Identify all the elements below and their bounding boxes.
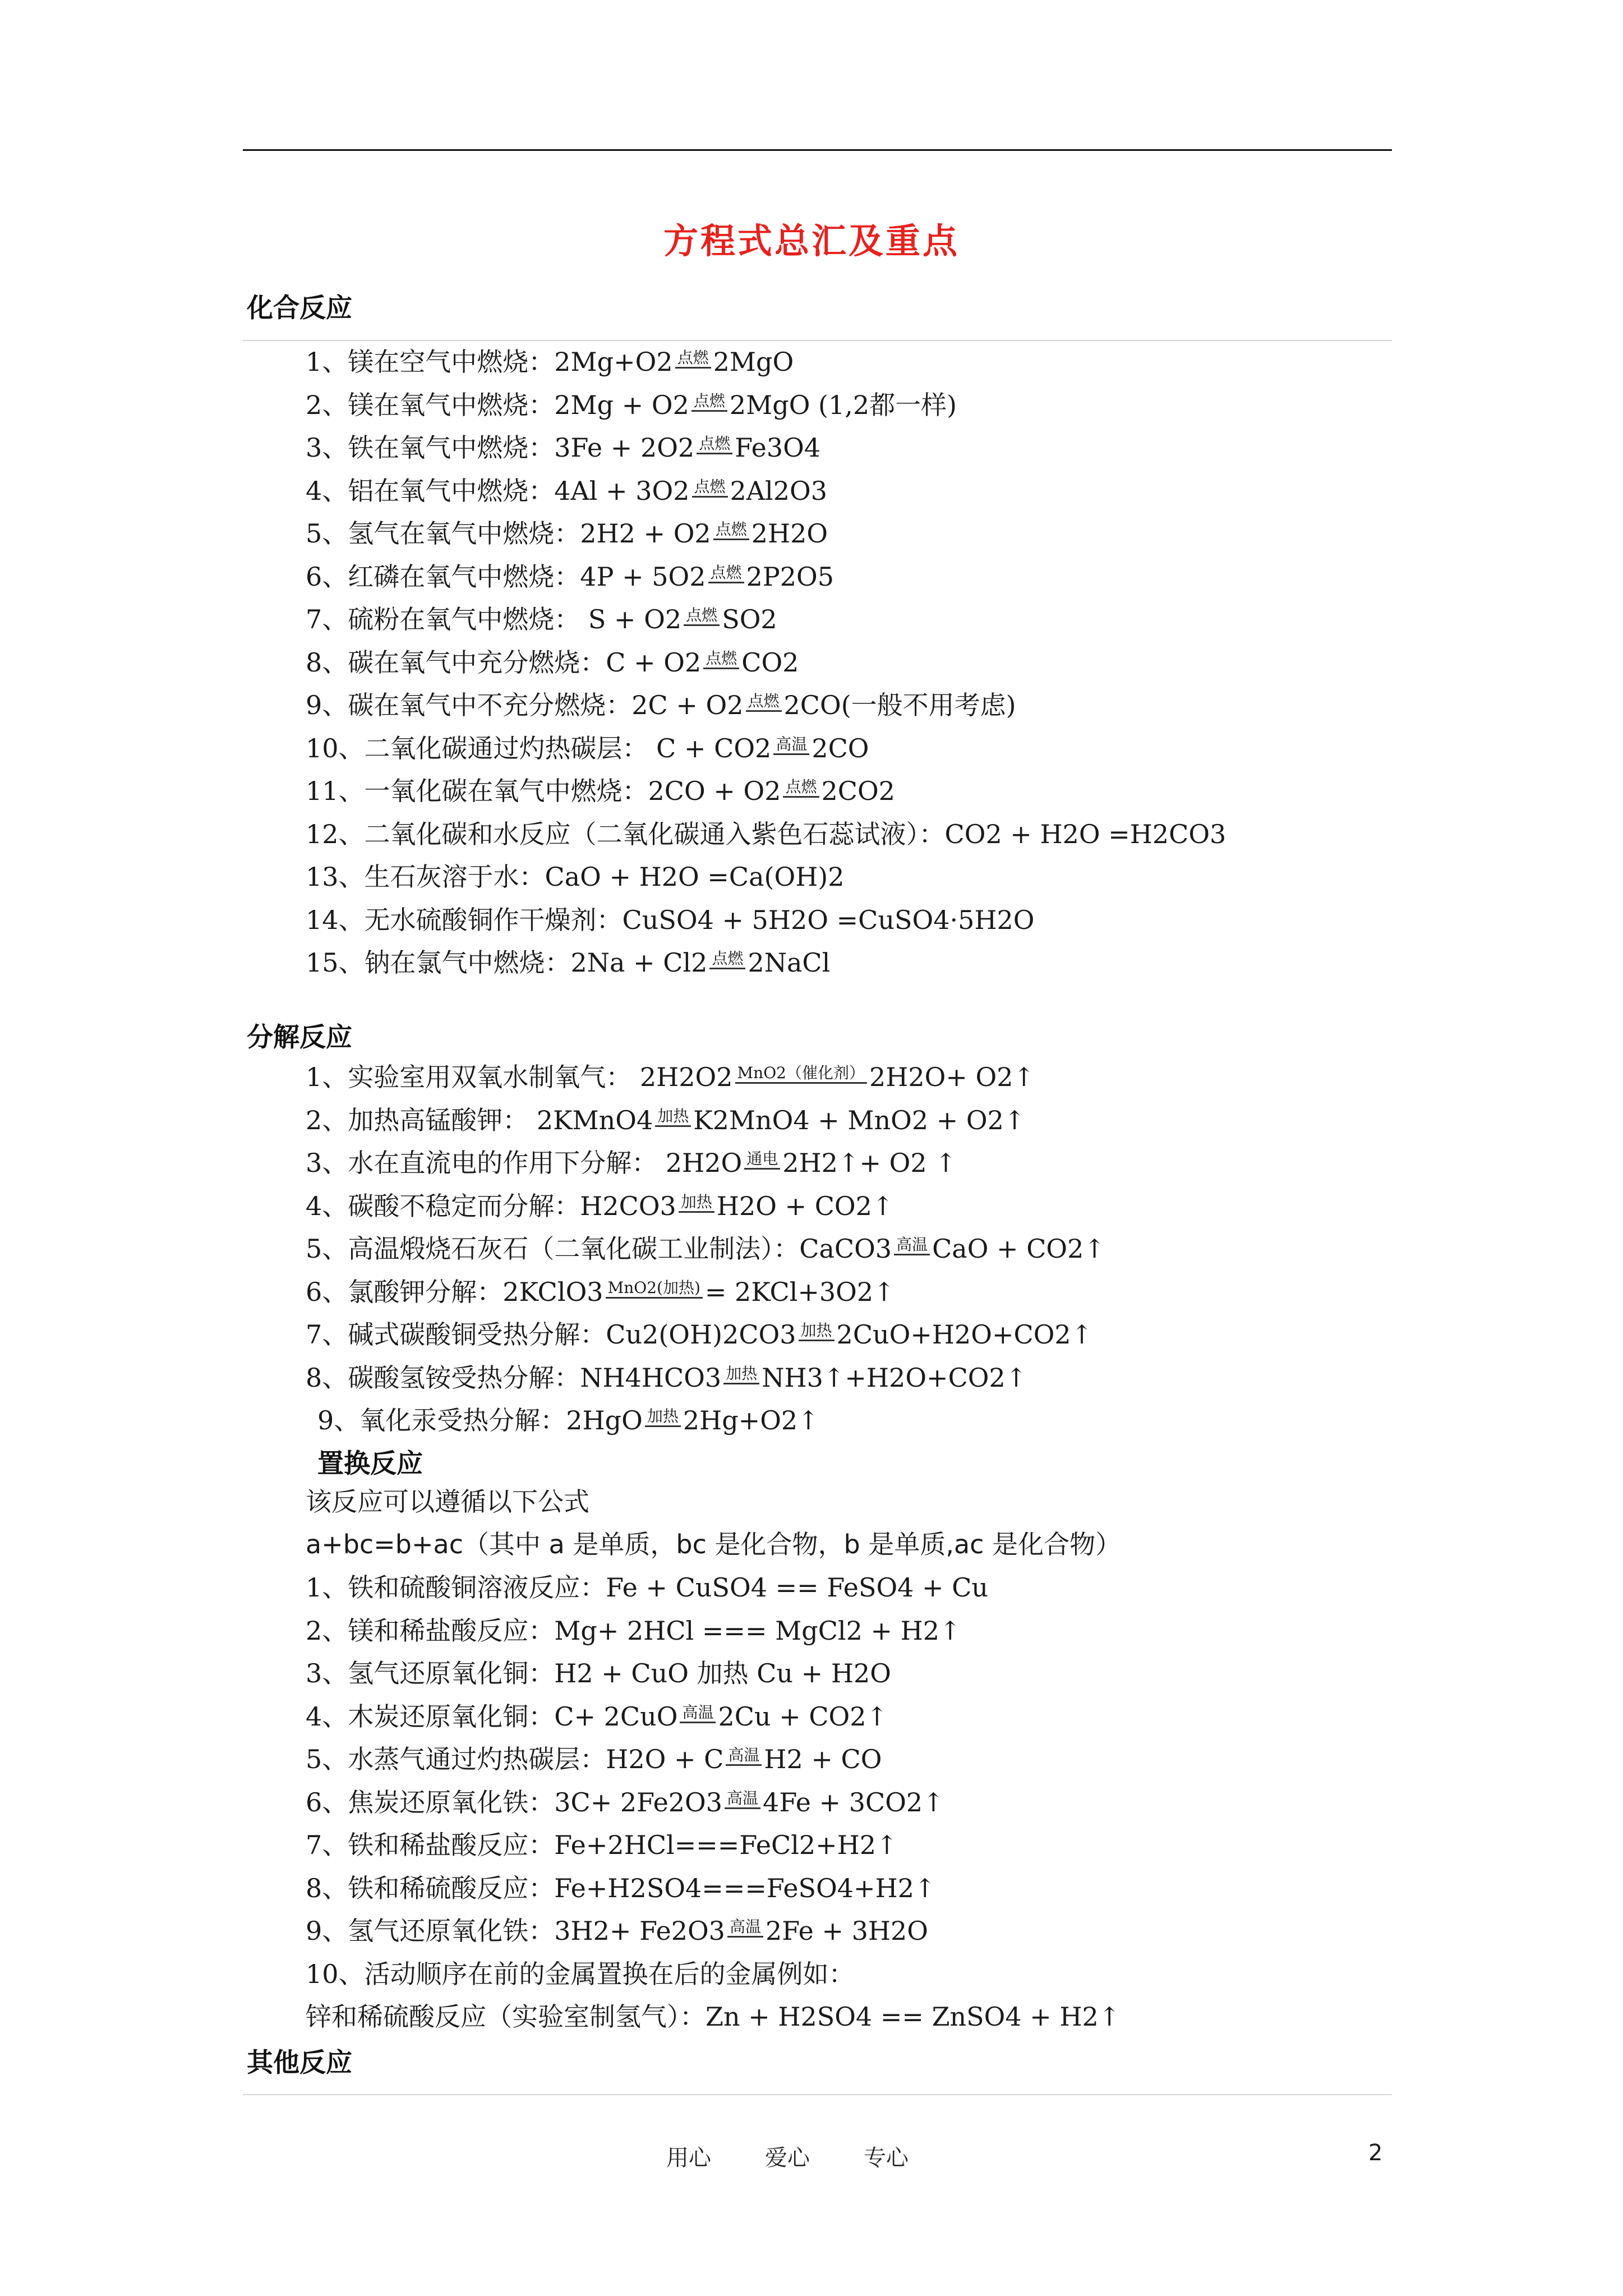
reaction-condition: 点燃 [675,358,711,376]
reaction-condition: 高温 [773,744,809,763]
equation-line [306,1700,888,1733]
reaction-condition: 高温 [727,1927,763,1945]
section-heading-other: 其他反应 [247,2047,352,2078]
equation-reactants: 5、水蒸气通过灼热碳层：H2O + C [306,1744,724,1774]
equation-line [306,1914,928,1948]
equation-products: K2MnO4 + MnO2 + O2↑ [693,1105,1026,1135]
footer-word: 用心 [666,2145,711,2171]
equation-products: CO2 [741,647,799,678]
equation-line [306,345,794,379]
section-heading-combination: 化合反应 [247,293,352,324]
reaction-condition: 通电 [744,1159,780,1177]
equation-line [306,1571,988,1604]
equation-reactants: 4、木炭还原氧化铜：C+ 2CuO [306,1701,678,1732]
equation-line [306,731,869,765]
equation-line [306,2000,1120,2033]
equation-reactants: 9、碳在氧气中不充分燃烧：2C + O2 [306,690,744,720]
equation-reactants: 6、红磷在氧气中燃烧：4P + 5O2 [306,561,706,592]
reaction-condition: 高温 [680,1713,716,1731]
reaction-condition: 点燃 [708,573,744,591]
equation-products: 2NaCl [748,947,831,978]
equation-reactants: 1、实验室用双氧水制氧气： 2H2O2 [306,1062,733,1092]
equation-reactants: 2、镁在氧气中燃烧：2Mg + O2 [306,389,689,420]
equation-reactants: 7、铁和稀盐酸反应：Fe+2HCl===FeCl2+H2↑ [306,1830,898,1860]
equation-products: H2 + CO [764,1744,882,1774]
reaction-condition: MnO2(加热) [606,1288,703,1306]
equation-line [306,1828,898,1862]
equation-reactants: 5、氢气在氧气中燃烧：2H2 + O2 [306,518,711,549]
equation-line [306,1189,893,1223]
page-number: 2 [1368,2140,1383,2166]
footer-word: 专心 [864,2145,909,2171]
equation-reactants: 1、镁在空气中燃烧：2Mg+O2 [306,347,673,377]
equation-reactants: 5、高温煅烧石灰石（二氧化碳工业制法）：CaCO3 [306,1234,892,1264]
equation-reactants: 12、二氧化碳和水反应（二氧化碳通入紫色石蕊试液）：CO2 + H2O =H2CO3 [306,818,1227,849]
equation-line [306,1786,944,1819]
equation-line [306,1657,891,1690]
equation-products: 2MgO [713,347,794,377]
equation-products: 2CO(一般不用考虑) [783,690,1016,720]
equation-reactants: 11、一氧化碳在氧气中燃烧：2CO + O2 [306,776,781,806]
equation-line [306,1146,957,1180]
equation-line [306,688,1016,722]
equation-reactants: 3、水在直流电的作用下分解： 2H2O [306,1148,743,1178]
equation-line [306,1318,1092,1351]
equation-line [306,602,777,636]
equation-reactants: 锌和稀硫酸反应（实验室制氢气）：Zn + H2SO4 == ZnSO4 + H2↑ [306,2001,1121,2032]
equation-products: 2P2O5 [746,561,834,592]
equation-reactants: 3、铁在氧气中燃烧：3Fe + 2O2 [306,432,695,463]
displacement-intro: 该反应可以遵循以下公式 [306,1487,589,1517]
equation-reactants: 8、碳在氧气中充分燃烧：C + O2 [306,647,702,678]
reaction-condition: 加热 [799,1331,834,1349]
equation-products: Fe3O4 [735,432,821,463]
equation-line [306,560,834,593]
reaction-condition: 加热 [645,1416,681,1435]
equation-line [306,774,895,808]
reaction-condition: 点燃 [703,659,739,677]
equation-products: = 2KCl+3O2↑ [704,1276,895,1307]
equation-reactants: 9、氧化汞受热分解：2HgO [317,1405,643,1435]
equation-line [306,431,820,464]
equation-line [306,474,827,508]
equation-reactants: 10、二氧化碳通过灼热碳层： C + CO2 [306,733,772,763]
reaction-condition: 点燃 [746,701,782,720]
reaction-condition: MnO2（催化剂） [735,1073,867,1092]
equation-line [306,1742,882,1776]
equation-products: 2Hg+O2↑ [683,1405,819,1435]
equation-reactants: 1、铁和硫酸铜溶液反应：Fe + CuSO4 == FeSO4 + Cu [306,1572,989,1603]
reaction-condition: 点燃 [691,401,727,420]
section-heading-displacement: 置换反应 [317,1448,423,1479]
equation-products: 2Fe + 3H2O [765,1916,929,1946]
equation-line [306,817,1226,851]
equation-products: SO2 [722,604,777,634]
reaction-condition: 高温 [726,1755,762,1774]
equation-products: 2Al2O3 [730,475,827,506]
section-heading-decomposition: 分解反应 [247,1022,352,1053]
equation-reactants: 14、无水硫酸铜作干燥剂：CuSO4 + 5H2O =CuSO4·5H2O [306,904,1035,935]
equation-reactants: 2、镁和稀盐酸反应：Mg+ 2HCl === MgCl2 + H2↑ [306,1615,961,1646]
equation-reactants: 2、加热高锰酸钾： 2KMnO4 [306,1105,653,1135]
equation-line [306,903,1034,937]
reaction-condition: 高温 [894,1245,930,1263]
footer-word: 爱心 [765,2145,810,2171]
equation-reactants: 4、碳酸不稳定而分解：H2CO3 [306,1190,676,1221]
equation-products: 2H2O [751,518,828,549]
equation-products: 2Cu + CO2↑ [718,1701,888,1732]
equation-line [306,1275,895,1309]
equation-products: 4Fe + 3CO2↑ [763,1787,944,1818]
equation-products: 2MgO (1,2都一样) [729,389,957,420]
displacement-formula: a+bc=b+ac（其中 a 是单质，bc 是化合物，b 是单质,ac 是化合物） [306,1529,1122,1559]
equation-products: 2H2O+ O2↑ [869,1062,1035,1092]
equation-line [306,1871,936,1905]
equation-products: 2CuO+H2O+CO2↑ [836,1319,1093,1350]
equation-line [306,1957,855,1991]
footer-slogan [666,2140,909,2172]
equation-line [306,1614,961,1648]
equation-reactants: 9、氢气还原氧化铁：3H2+ Fe2O3 [306,1916,725,1946]
equation-reactants: 7、硫粉在氧气中燃烧： S + O2 [306,604,682,634]
equation-products: 2CO2 [821,776,895,806]
reaction-condition: 点燃 [709,959,745,977]
equation-reactants: 10、活动顺序在前的金属置换在后的金属例如： [306,1958,855,1989]
section-rule-other [243,2094,1392,2095]
reaction-condition: 点燃 [783,787,819,806]
page-title: 方程式总汇及重点 [663,220,960,261]
equation-products: 2CO [811,733,869,763]
equation-line [317,1404,819,1437]
reaction-condition: 点燃 [684,615,720,634]
equation-line [306,1361,1027,1395]
equation-line [306,860,845,894]
reaction-condition: 加热 [723,1374,759,1392]
reaction-condition: 加热 [655,1116,691,1135]
equation-line [306,1232,1105,1266]
equation-reactants: 13、生石灰溶于水：CaO + H2O =Ca(OH)2 [306,862,845,892]
reaction-condition: 加热 [679,1202,714,1221]
equation-line [306,646,799,679]
equation-line [306,517,828,550]
equation-reactants: 7、碱式碳酸铜受热分解：Cu2(OH)2CO3 [306,1319,796,1350]
equation-reactants: 8、铁和稀硫酸反应：Fe+H2SO4===FeSO4+H2↑ [306,1872,936,1903]
reaction-condition: 点燃 [713,530,749,548]
equation-products: H2O + CO2↑ [716,1190,894,1221]
header-rule [243,149,1392,151]
equation-line [306,946,830,979]
equation-products: CaO + CO2↑ [932,1234,1105,1264]
reaction-condition: 高温 [725,1798,760,1817]
reaction-condition: 点燃 [697,444,732,462]
equation-reactants: 15、钠在氯气中燃烧：2Na + Cl2 [306,947,708,978]
equation-reactants: 3、氢气还原氧化铜：H2 + CuO 加热 Cu + H2O [306,1658,891,1688]
equation-reactants: 6、氯酸钾分解：2KClO3 [306,1276,603,1307]
equation-reactants: 6、焦炭还原氧化铁：3C+ 2Fe2O3 [306,1787,723,1818]
reaction-condition: 点燃 [692,487,728,505]
equation-line [306,1060,1035,1094]
equation-products: 2H2↑+ O2 ↑ [782,1148,957,1178]
section-rule-combination [243,340,1392,341]
equation-line [306,388,957,422]
equation-reactants: 8、碳酸氢铵受热分解：NH4HCO3 [306,1362,722,1393]
equation-line [306,1103,1025,1137]
equation-reactants: 4、铝在氧气中燃烧：4Al + 3O2 [306,475,690,506]
equation-products: NH3↑+H2O+CO2↑ [762,1362,1027,1393]
